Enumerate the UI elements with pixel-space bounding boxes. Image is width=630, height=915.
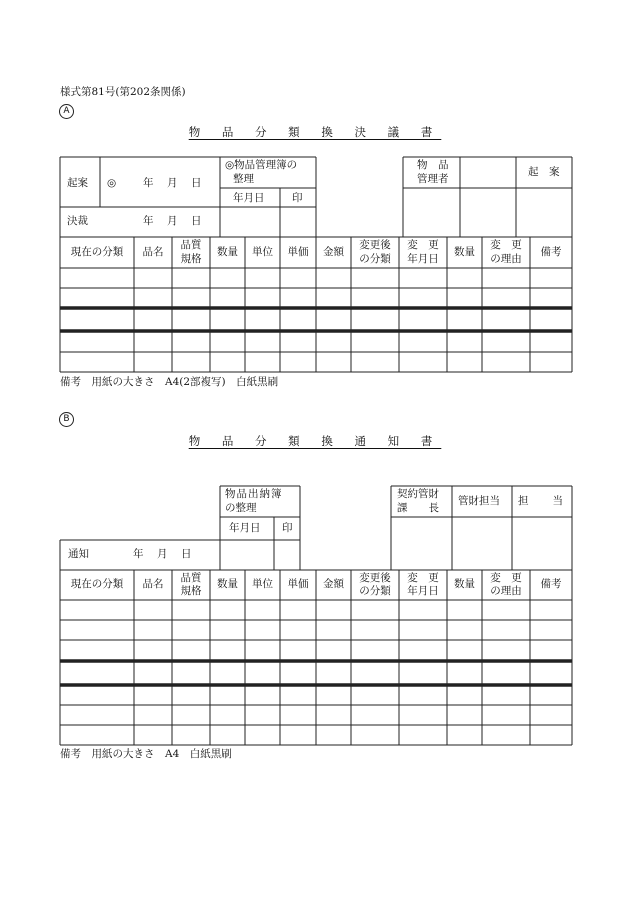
kian-mark: ◎: [107, 177, 117, 189]
b-column-header: 金額: [323, 578, 344, 591]
b-column-header: 数量: [217, 578, 238, 591]
section-a-title: 物 品 分 類 換 決 議 書: [188, 125, 442, 139]
tsuchi-year: 年: [133, 548, 144, 560]
ledger-label-line2: 整理: [233, 173, 254, 185]
b-column-header: 変 更 年月日: [407, 571, 439, 597]
section-b-title: 物 品 分 類 換 通 知 書: [188, 434, 442, 448]
kessai-month: 月: [167, 215, 178, 227]
section-b-note: 備考 用紙の大きさ A4 白紙黒刷: [60, 748, 232, 760]
kian-year: 年: [143, 177, 154, 189]
b-column-header: 単位: [252, 578, 273, 591]
a-column-header: 単価: [287, 245, 309, 258]
ledger-ymd-label: 年月日: [233, 192, 265, 204]
manager-label-line1: 物 品: [417, 159, 449, 171]
b-chief-label-line1: 契約管財: [397, 488, 439, 500]
b-seal-label: 印: [282, 522, 293, 534]
tsuchi-label: 通知: [68, 548, 89, 560]
a-column-header: 現在の分類: [70, 245, 124, 258]
a-column-header: 数量: [454, 245, 475, 258]
a-column-header: 備考: [540, 245, 562, 258]
kian-day: 日: [191, 177, 202, 189]
b-tanto-label: 担 当: [518, 495, 564, 507]
section-a-marker-icon: A: [59, 104, 74, 119]
a-column-header: 単位: [252, 245, 273, 258]
a-column-header: 変 更 年月日: [407, 239, 439, 265]
tsuchi-month: 月: [157, 548, 168, 560]
b-column-header: 品名: [142, 578, 164, 591]
a-column-header: 変更後 の分類: [359, 239, 391, 265]
a-column-header: 変 更 の理由: [490, 239, 522, 265]
tsuchi-day: 日: [181, 548, 192, 560]
a-column-header: 金額: [323, 245, 344, 258]
kian-label: 起案: [67, 177, 88, 189]
b-column-header: 単価: [287, 578, 309, 591]
kessai-day: 日: [191, 215, 202, 227]
section-a-note: 備考 用紙の大きさ A4(2部複写) 白紙黒刷: [60, 376, 279, 388]
b-column-header: 変更後 の分類: [359, 571, 391, 597]
b-column-header: 備考: [540, 578, 562, 591]
section-b-marker-icon: B: [59, 412, 74, 427]
b-column-header: 数量: [454, 578, 475, 591]
b-column-header: 変 更 の理由: [490, 571, 522, 597]
b-ledger-label-line2: の整理: [225, 502, 257, 514]
a-column-header: 品質 規格: [180, 239, 202, 265]
b-ymd-label: 年月日: [229, 522, 261, 534]
b-chief-label-line2: 課 長: [397, 502, 439, 514]
ledger-seal-label: 印: [292, 192, 303, 204]
kian-month: 月: [167, 177, 178, 189]
b-column-header: 品質 規格: [180, 571, 202, 597]
a-column-header: 品名: [142, 245, 164, 258]
a-column-header: 数量: [217, 245, 238, 258]
kian-right-label: 起 案: [528, 166, 560, 178]
kessai-year: 年: [143, 215, 154, 227]
kessai-label: 決裁: [67, 215, 88, 227]
ledger-label-line1: ◎物品管理簿の: [225, 159, 298, 171]
b-column-header: 現在の分類: [70, 578, 124, 591]
manager-label-line2: 管理者: [417, 173, 449, 185]
form-number: 様式第81号(第202条関係): [60, 86, 186, 98]
b-kanzai-label: 管財担当: [458, 495, 500, 507]
b-ledger-label-line1: 物品出納簿: [225, 488, 283, 500]
